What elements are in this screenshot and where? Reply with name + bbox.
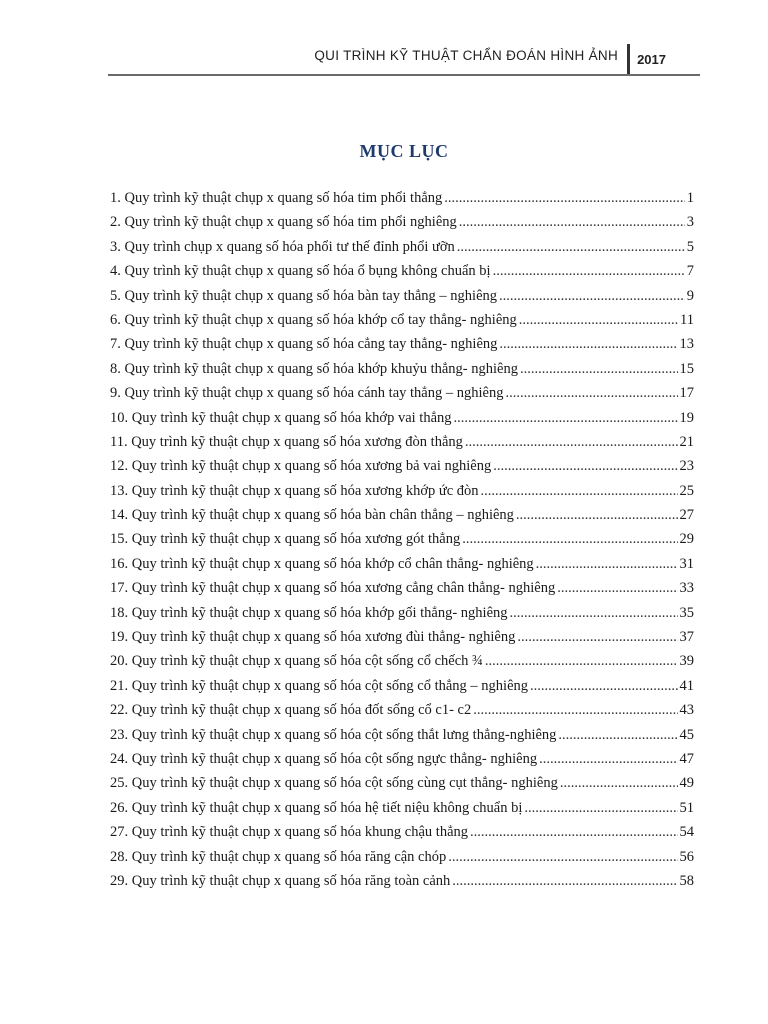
toc-entry[interactable] [110,775,694,799]
toc-dot-leader [473,702,677,719]
toc-dot-leader [457,239,685,256]
toc-dot-leader [493,458,677,475]
toc-entry-title: 22. Quy trình kỹ thuật chụp x quang số hóa đốt sống cổ c1- c2 [110,702,472,719]
toc-dot-leader [444,190,684,207]
toc-entry-page: 47 [679,750,694,767]
toc-entry[interactable] [110,410,694,434]
toc-entry-page: 21 [679,433,694,450]
toc-entry-title: 7. Quy trình kỹ thuật chụp x quang số hóa cẳng tay thẳng- nghiêng [110,336,498,353]
toc-dot-leader [520,361,678,378]
toc-entry[interactable] [110,629,694,653]
toc-entry-title: 6. Quy trình kỹ thuật chụp x quang số hóa khớp cổ tay thẳng- nghiêng [110,311,517,328]
toc-entry-page: 5 [686,238,694,255]
toc-entry[interactable] [110,702,694,726]
toc-entry-page: 33 [679,580,694,597]
header-year: 2017 [637,52,666,67]
toc-entry-title: 12. Quy trình kỹ thuật chụp x quang số hóa xương bả vai nghiêng [110,458,492,475]
toc-entry-page: 19 [679,409,694,426]
toc-entry-page: 37 [679,629,694,646]
toc-entry[interactable] [110,849,694,873]
toc-entry-page: 27 [679,507,694,524]
toc-dot-leader [516,507,678,524]
toc-entry-title: 20. Quy trình kỹ thuật chụp x quang số hóa cột sống cổ chếch ¾ [110,653,483,670]
toc-entry-page: 45 [679,726,694,743]
toc-entry[interactable] [110,678,694,702]
toc-entry[interactable] [110,824,694,848]
toc-entry-page: 7 [686,263,694,280]
toc-entry[interactable] [110,434,694,458]
toc-entry-title: 2. Quy trình kỹ thuật chụp x quang số hóa tim phổi nghiêng [110,214,457,231]
toc-dot-leader [481,483,678,500]
toc-entry-page: 25 [679,482,694,499]
toc-entry-page: 54 [679,824,694,841]
toc-entry-title: 11. Quy trình kỹ thuật chụp x quang số hóa xương đòn thẳng [110,433,463,450]
page-header [108,42,700,76]
toc-entry[interactable] [110,483,694,507]
toc-entry-page: 43 [679,702,694,719]
toc-entry-page: 29 [679,531,694,548]
toc-entry-title: 8. Quy trình kỹ thuật chụp x quang số hóa khớp khuỷu thẳng- nghiêng [110,360,518,377]
toc-entry[interactable] [110,653,694,677]
toc-entry[interactable] [110,507,694,531]
toc-entry-page: 17 [679,385,694,402]
toc-dot-leader [539,751,677,768]
toc-entry-title: 17. Quy trình kỹ thuật chụp x quang số hóa xương cẳng chân thẳng- nghiêng [110,580,556,597]
toc-entry-title: 25. Quy trình kỹ thuật chụp x quang số hóa cột sống cùng cụt thẳng- nghiêng [110,775,558,792]
toc-entry-title: 15. Quy trình kỹ thuật chụp x quang số hóa xương gót thẳng [110,531,461,548]
toc-entry-title: 26. Quy trình kỹ thuật chụp x quang số hóa hệ tiết niệu không chuẩn bị [110,799,523,816]
toc-dot-leader [517,629,677,646]
toc-dot-leader [462,531,677,548]
toc-entry-title: 10. Quy trình kỹ thuật chụp x quang số hóa khớp vai thẳng [110,409,452,426]
toc-entry-page: 15 [679,360,694,377]
toc-entry-page: 41 [679,677,694,694]
toc-entry[interactable] [110,556,694,580]
toc-entry-title: 27. Quy trình kỹ thuật chụp x quang số hóa khung chậu thẳng [110,824,469,841]
header-separator [627,44,630,74]
toc-entry-page: 11 [680,311,694,328]
toc-entry-title: 28. Quy trình kỹ thuật chụp x quang số hóa răng cận chóp [110,848,447,865]
toc-dot-leader [557,580,677,597]
toc-dot-leader [459,214,685,231]
toc-entry[interactable] [110,727,694,751]
toc-dot-leader [558,727,677,744]
toc-entry-page: 13 [679,336,694,353]
toc-entry[interactable] [110,288,694,312]
toc-entry-page: 39 [679,653,694,670]
toc-dot-leader [499,288,685,305]
toc-entry-page: 9 [686,287,694,304]
toc-dot-leader [560,775,678,792]
header-title: QUI TRÌNH KỸ THUẬT CHẨN ĐOÁN HÌNH ẢNH [314,48,618,63]
toc-entry-title: 24. Quy trình kỹ thuật chụp x quang số hóa cột sống ngực thẳng- nghiêng [110,750,538,767]
toc-entry-title: 4. Quy trình kỹ thuật chụp x quang số hóa ổ bụng không chuẩn bị [110,263,491,280]
toc-dot-leader [465,434,678,451]
table-of-contents [110,190,694,897]
toc-dot-leader [470,824,677,841]
toc-dot-leader [448,849,677,866]
toc-entry[interactable] [110,263,694,287]
toc-entry[interactable] [110,873,694,897]
toc-entry-title: 9. Quy trình kỹ thuật chụp x quang số hóa cánh tay thẳng – nghiêng [110,385,504,402]
toc-dot-leader [452,873,677,890]
toc-dot-leader [536,556,678,573]
toc-dot-leader [524,800,677,817]
toc-entry-title: 19. Quy trình kỹ thuật chụp x quang số hóa xương đùi thẳng- nghiêng [110,629,516,646]
toc-entry-title: 5. Quy trình kỹ thuật chụp x quang số hóa bàn tay thẳng – nghiêng [110,287,498,304]
toc-entry-page: 56 [679,848,694,865]
toc-entry[interactable] [110,580,694,604]
toc-entry-title: 23. Quy trình kỹ thuật chụp x quang số hóa cột sống thắt lưng thẳng-nghiêng [110,726,557,743]
toc-entry-title: 29. Quy trình kỹ thuật chụp x quang số hóa răng toàn cảnh [110,872,451,889]
toc-entry[interactable] [110,605,694,629]
toc-entry-title: 16. Quy trình kỹ thuật chụp x quang số hóa khớp cổ chân thẳng- nghiêng [110,555,534,572]
toc-entry-title: 18. Quy trình kỹ thuật chụp x quang số hóa khớp gối thẳng- nghiêng [110,604,508,621]
toc-entry[interactable] [110,458,694,482]
toc-entry[interactable] [110,214,694,238]
toc-dot-leader [454,410,678,427]
toc-entry-page: 49 [679,775,694,792]
toc-entry[interactable] [110,531,694,555]
toc-entry-page: 3 [686,214,694,231]
toc-entry-page: 58 [679,872,694,889]
toc-entry-page: 31 [679,555,694,572]
toc-entry[interactable] [110,800,694,824]
toc-entry-title: 14. Quy trình kỹ thuật chụp x quang số hóa bàn chân thẳng – nghiêng [110,507,514,524]
toc-entry[interactable] [110,336,694,360]
toc-dot-leader [519,312,678,329]
toc-entry[interactable] [110,361,694,385]
toc-entry[interactable] [110,312,694,336]
toc-dot-leader [530,678,677,695]
toc-dot-leader [505,385,677,402]
toc-entry-page: 35 [679,604,694,621]
toc-entry[interactable] [110,385,694,409]
toc-entry-page: 23 [679,458,694,475]
toc-entry-page: 51 [679,799,694,816]
toc-dot-leader [485,653,678,670]
toc-entry-title: 1. Quy trình kỹ thuật chụp x quang số hóa tim phổi thẳng [110,190,443,206]
toc-dot-leader [499,336,677,353]
toc-dot-leader [510,605,678,622]
toc-title: MỤC LỤC [359,141,449,161]
toc-entry-page: 1 [686,190,694,206]
toc-entry-title: 13. Quy trình kỹ thuật chụp x quang số hóa xương khớp ức đòn [110,482,479,499]
toc-entry[interactable] [110,751,694,775]
toc-entry[interactable] [110,190,694,214]
toc-entry-title: 3. Quy trình chụp x quang số hóa phổi tư thế đỉnh phổi ưỡn [110,238,455,255]
toc-entry-title: 21. Quy trình kỹ thuật chụp x quang số hóa cột sống cổ thẳng – nghiêng [110,677,529,694]
toc-dot-leader [493,263,685,280]
toc-entry[interactable] [110,239,694,263]
